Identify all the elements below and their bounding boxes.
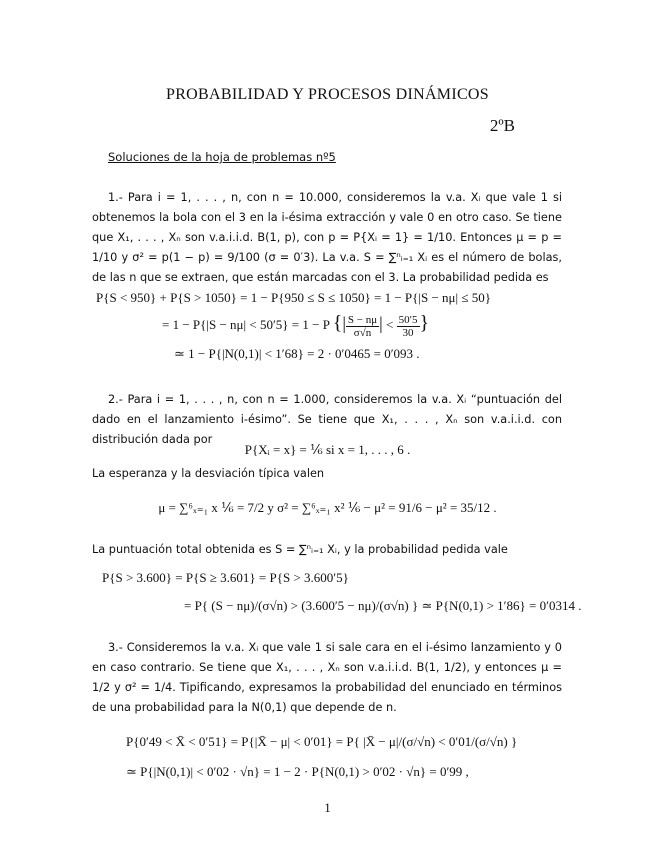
problem-2-text-3: La puntuación total obtenida es S = ∑ⁿᵢ₌₁ Xᵢ, y la probabilidad pedida vale: [92, 543, 508, 556]
problem-2-text-2: La esperanza y la desviación típica valen: [92, 467, 325, 480]
problem-1-paragraph: [92, 188, 562, 288]
problem-1-equation-2: = 1 − P{|S − nμ| < 50′5} = 1 − P {| $\frac{S - n\mu}{\sigma√n}$ | < $\frac{50'5}{30}$ }: [162, 312, 430, 339]
problem-1-fraction: $\frac{S - n\mu}{\sigma√n}$: [347, 313, 378, 339]
problem-2-text: 2.- Para i = 1, . . . , n, con n = 1.000, consideremos la v.a. Xᵢ “puntuación del dado en el lanzamiento i-ésimo”. Se tiene que X₁, . . . , Xₙ son v.a.i.i.d. con distribución dada por: [92, 393, 562, 446]
problem-1-equation-3: ≃ 1 − P{|N(0,1)| < 1′68} = 2 · 0′0465 = 0′093 .: [174, 346, 420, 361]
problem-1-text: 1.- Para i = 1, . . . , n, con n = 10.000, consideremos la v.a. Xᵢ que vale 1 si obtenemos la bola con el 3 en la i-ésima extracción y vale 0 en otro caso. Se tiene que X₁, . . . , Xₙ son v.a.i.i.d. B(1, p), con p = P{Xᵢ = 1} = 1/10. Entonces μ = p = 1/10 y σ² = p(1 − p) = 9/100 (σ = 0′3). La v.a. S = ∑ⁿᵢ₌₁ Xᵢ es el número de bolas, de las n que se extraen, que están marcadas con el 3. La probabilidad pedida es: [92, 191, 562, 284]
problem-2-equation-4: = P{ (S − nμ)/(σ√n) > (3.600′5 − nμ)/(σ√n) } ≃ P{N(0,1) > 1′86} = 0′0314 .: [184, 598, 582, 613]
problem-3-equation-2: ≃ P{|N(0,1)| < 0′02 · √n} = 1 − 2 · P{N(0,1) > 0′02 · √n} = 0′99 ,: [126, 764, 469, 779]
problem-1-equation-1: P{S < 950} + P{S > 1050} = 1 − P{950 ≤ S ≤ 1050} = 1 − P{|S − nμ| ≤ 50}: [96, 290, 491, 305]
problem-1-equation-2-left: = 1 − P{|S − nμ| < 50′5} = 1 − P: [162, 317, 330, 332]
course-label: 2ºB: [489, 116, 515, 135]
problem-2-paragraph: [92, 390, 562, 450]
problem-2-equation-3: P{S > 3.600} = P{S ≥ 3.601} = P{S > 3.600′5}: [102, 570, 349, 585]
problem-1-fraction-right: $\frac{50'5}{30}$: [398, 313, 418, 339]
problem-3-equation-1: P{0′49 < X̄ < 0′51} = P{|X̄ − μ| < 0′01} = P{ |X̄ − μ|/(σ/√n) < 0′01/(σ/√n) }: [126, 734, 518, 749]
problem-2-equation-1: P{Xᵢ = x} = ⅙ si x = 1, . . . , 6 .: [244, 442, 411, 457]
problem-2-equation-2: μ = ∑⁶ₓ₌₁ x ⅙ = 7/2 y σ² = ∑⁶ₓ₌₁ x² ⅙ − μ² = 91/6 − μ² = 35/12 .: [158, 500, 497, 515]
page-number: 1: [324, 800, 331, 815]
document-subtitle: Soluciones de la hoja de problemas nº5: [108, 150, 336, 164]
problem-3-text: 3.- Consideremos la v.a. Xᵢ que vale 1 si sale cara en el i-ésimo lanzamiento y 0 en caso contrario. Se tiene que X₁, . . . , Xₙ son v.a.i.i.d. B(1, 1/2), y entonces μ = 1/2 y σ² = 1/4. Tipificando, expresamos la probabilidad del enunciado en términos de una probabilidad para la N(0,1) que depende de n.: [92, 641, 562, 714]
document-title: PROBABILIDAD Y PROCESOS DINÁMICOS: [166, 86, 489, 103]
problem-3-paragraph: [92, 638, 562, 718]
